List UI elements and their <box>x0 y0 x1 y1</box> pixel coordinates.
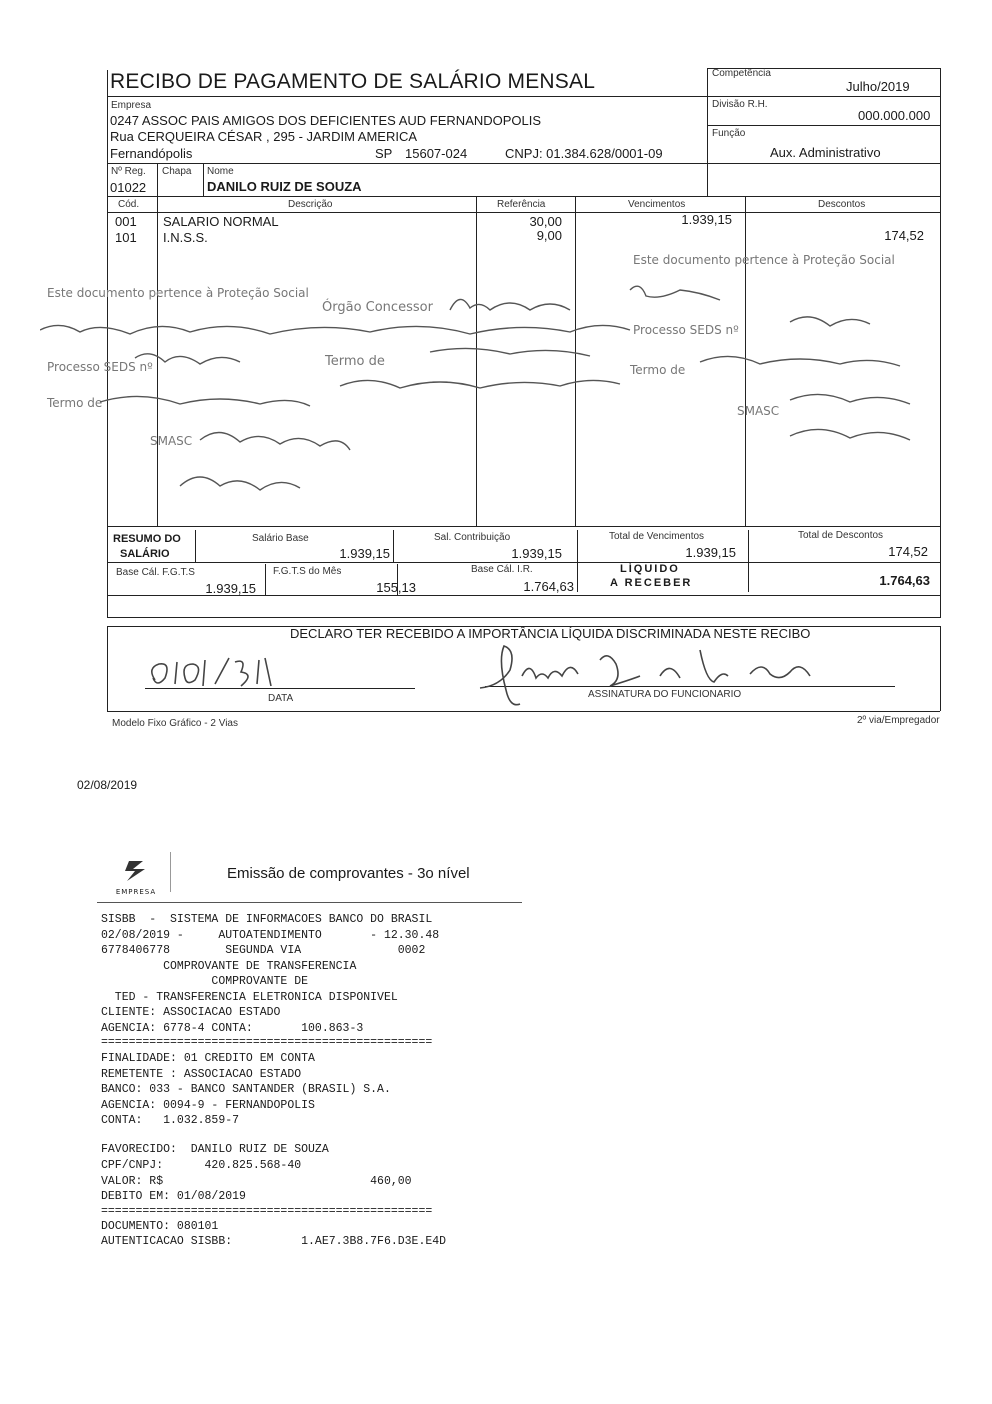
sal-contribuicao-value: 1.939,15 <box>511 546 562 561</box>
receipt-line: DEBITO EM: 01/08/2019 <box>101 1190 246 1203</box>
empresa-cep: 15607-024 <box>405 146 468 161</box>
brand-label: EMPRESA <box>115 888 157 896</box>
receipt-line: COMPROVANTE DE TRANSFERENCIA <box>101 960 357 973</box>
item-descricao: SALARIO NORMAL <box>163 214 279 229</box>
nreg-label: Nº Reg. <box>111 166 146 177</box>
model-note: Modelo Fixo Gráfico - 2 Vias <box>112 718 238 729</box>
empresa-uf: SP <box>375 146 393 161</box>
total-vencimentos-value: 1.939,15 <box>685 545 736 560</box>
signature-label: ASSINATURA DO FUNCIONARIO <box>588 689 742 700</box>
stamp-protecao-social: Este documento pertence à Proteção Social <box>47 286 309 300</box>
total-descontos-label: Total de Descontos <box>798 530 884 541</box>
bank-logo <box>105 857 167 895</box>
receipt-line: CLIENTE: ASSOCIACAO ESTADO <box>101 1006 281 1019</box>
receipt-line: DOCUMENTO: 080101 <box>101 1220 219 1233</box>
divisao-value: 000.000.000 <box>858 108 931 123</box>
receipt-line: 6778406778 SEGUNDA VIA 0002 <box>101 944 426 957</box>
empresa-cnpj: CNPJ: 01.384.628/0001-09 <box>505 146 663 161</box>
employee-signature <box>470 630 840 710</box>
receipt-line: ================================================ <box>101 1205 433 1218</box>
handwritten-annotations <box>40 270 940 510</box>
stamp-termo: Termo de <box>47 396 103 410</box>
liquido-value: 1.764,63 <box>879 573 930 588</box>
stamp-smasc: SMASC <box>737 404 780 418</box>
competencia-value: Julho/2019 <box>846 79 910 94</box>
funcao-value: Aux. Administrativo <box>770 145 881 160</box>
base-ir-label: Base Cál. I.R. <box>471 564 533 575</box>
stamp-processo: Processo SEDS nº <box>633 323 739 337</box>
total-descontos-value: 174,52 <box>888 544 928 559</box>
stamp-termo: Termo de <box>325 354 385 369</box>
receipt-line: SISBB - SISTEMA DE INFORMACOES BANCO DO BRASIL <box>101 913 433 926</box>
salario-base-label: Salário Base <box>252 533 309 544</box>
item-descricao: I.N.S.S. <box>163 230 208 245</box>
receipt-line: FAVORECIDO: DANILO RUIZ DE SOUZA <box>101 1143 329 1156</box>
col-descricao: Descrição <box>288 199 333 210</box>
receipt-line: 02/08/2019 - AUTOATENDIMENTO - 12.30.48 <box>101 929 440 942</box>
stamp-termo: Termo de <box>630 363 686 377</box>
receipt-print-date: 02/08/2019 <box>77 778 138 792</box>
empresa-city: Fernandópolis <box>110 146 193 161</box>
liquido-label: A RECEBER <box>610 577 693 589</box>
sal-contribuicao-label: Sal. Contribuição <box>434 532 511 543</box>
receipt-line: CONTA: 1.032.859-7 <box>101 1114 240 1127</box>
date-label: DATA <box>268 693 294 704</box>
resumo-label: SALÁRIO <box>120 548 170 560</box>
item-vencimentos: 1.939,15 <box>681 212 732 227</box>
base-fgts-value: 1.939,15 <box>205 581 256 596</box>
col-vencimentos: Vencimentos <box>628 199 686 210</box>
nome-label: Nome <box>207 166 234 177</box>
employee-name: DANILO RUIZ DE SOUZA <box>207 179 362 194</box>
handwritten-date <box>145 650 285 695</box>
receipt-line: FINALIDADE: 01 CREDITO EM CONTA <box>101 1052 315 1065</box>
col-referencia: Referência <box>497 199 546 210</box>
competencia-label: Competência <box>712 68 771 79</box>
item-referencia: 9,00 <box>536 228 562 243</box>
fgts-mes-value: 155,13 <box>376 580 416 595</box>
col-cod: Cód. <box>118 199 140 210</box>
receipt-line: ================================================ <box>101 1036 433 1049</box>
stamp-protecao-social: Este documento pertence à Proteção Social <box>633 253 895 267</box>
salario-base-value: 1.939,15 <box>339 546 390 561</box>
base-fgts-label: Base Cál. F.G.T.S <box>116 567 195 578</box>
receipt-line: COMPROVANTE DE <box>101 975 309 988</box>
receipt-line: AGENCIA: 0094-9 - FERNANDOPOLIS <box>101 1099 315 1112</box>
stamp-processo: Processo SEDS nº <box>47 360 153 374</box>
liquido-label: LÍQUIDO <box>620 563 680 575</box>
item-cod: 101 <box>115 230 137 245</box>
bank-logo-icon <box>105 857 167 883</box>
receipt-line: CPF/CNPJ: 420.825.568-40 <box>101 1159 302 1172</box>
payslip-title: RECIBO DE PAGAMENTO DE SALÁRIO MENSAL <box>110 70 596 93</box>
total-vencimentos-label: Total de Vencimentos <box>609 531 705 542</box>
receipt-line: VALOR: R$ 460,00 <box>101 1175 412 1188</box>
empresa-name: 0247 ASSOC PAIS AMIGOS DOS DEFICIENTES AUD FERNANDOPOLIS <box>110 113 542 128</box>
declaration-text: DECLARO TER RECEBIDO A IMPORTÂNCIA LÍQUIDA DISCRIMINADA NESTE RECIBO <box>290 626 811 641</box>
base-ir-value: 1.764,63 <box>523 579 574 594</box>
item-cod: 001 <box>115 214 137 229</box>
receipt-line: AGENCIA: 6778-4 CONTA: 100.863-3 <box>101 1022 364 1035</box>
receipt-line: TED - TRANSFERENCIA ELETRONICA DISPONIVEL <box>101 991 398 1004</box>
fgts-mes-label: F.G.T.S do Mês <box>273 566 342 577</box>
col-descontos: Descontos <box>818 199 866 210</box>
empresa-label: Empresa <box>111 100 152 111</box>
receipt-line: BANCO: 033 - BANCO SANTANDER (BRASIL) S.A. <box>101 1083 391 1096</box>
empresa-address: Rua CERQUEIRA CÉSAR , 295 - JARDIM AMERICA <box>110 129 418 144</box>
item-referencia: 30,00 <box>529 214 562 229</box>
via-note: 2º via/Empregador <box>857 715 940 726</box>
stamp-smasc: SMASC <box>150 434 193 448</box>
nreg-value: 01022 <box>110 180 147 195</box>
chapa-label: Chapa <box>162 166 192 177</box>
stamp-orgao-concessor: Órgão Concessor <box>322 300 433 315</box>
receipt-line: AUTENTICACAO SISBB: 1.AE7.3B8.7F6.D3E.E4D <box>101 1235 447 1248</box>
receipt-heading: Emissão de comprovantes - 3o nível <box>227 865 470 882</box>
funcao-label: Função <box>712 128 746 139</box>
resumo-label: RESUMO DO <box>113 533 181 545</box>
item-descontos: 174,52 <box>884 228 924 243</box>
receipt-line: REMETENTE : ASSOCIACAO ESTADO <box>101 1068 302 1081</box>
divisao-label: Divisão R.H. <box>712 99 768 110</box>
